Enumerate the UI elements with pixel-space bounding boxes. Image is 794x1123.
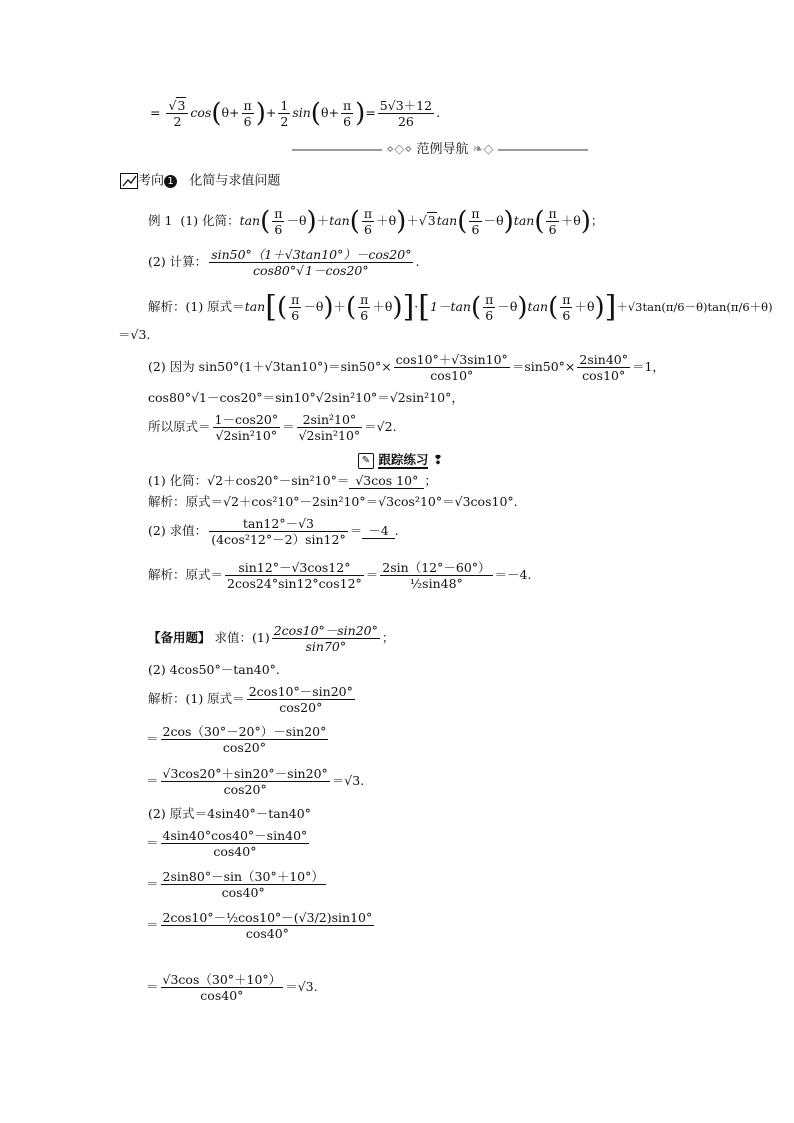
answer-blank: －4 xyxy=(362,523,394,539)
backup-t5: ＝ $\frac{√3\cos(30^\circ+10^\circ)}{\cos 40^\circ}$ ＝√3. xyxy=(146,972,318,1003)
top-equation: = $\frac{√3}{2}$ cos(θ+ $\frac{\pi}{6}$ )+ $\frac{1}{2}$ sin(θ+ $\frac{\pi}{6}$ )= $\frac{5√3+12}{26}$ . xyxy=(150,98,441,129)
practice-q2: (2) 求值： $\frac{\tan 12^\circ-√3}{\text{(4cos²12°－2）sin12°}}$ ＝ －4 . xyxy=(148,516,399,547)
backup-solution1: 解析：(1) 原式＝ $\frac{2\cos 10^\circ-\sin 20^\circ}{\cos 20^\circ}$ xyxy=(148,684,353,715)
solution1-line: 解析：(1) 原式＝tan[( $\frac{\pi}{6}$ －θ)＋( $\frac{\pi}{6}$ ＋θ)]·[1－tan( $\frac{\pi}{6}$ －θ)tan( $\frac{\pi}{6}$ ＋θ)]＋√3tan(π/6－θ)tan(π/6＋θ) xyxy=(148,289,773,325)
sqrt3-over-2: $\frac{√3}{2}$ xyxy=(166,98,188,129)
trend-icon xyxy=(120,173,138,189)
backup-t2: ＝ $\frac{4\sin 40^\circ\cos 40^\circ-\sin 40^\circ}{\cos 40^\circ}$ xyxy=(146,828,308,859)
example-nav-banner: ⋄◇⋄ 范例导航 ❧◇ xyxy=(292,141,588,158)
practice-a2: 解析：原式＝ $\frac{\sin 12^\circ-√3\cos 12^\circ}{2\cos 24^\circ\sin 12^\circ\cos 12^\circ}$ ＝ $\frac{2\sin(12^\circ-60^\circ)}{\text{½sin48°}}$ ＝－4. xyxy=(148,560,532,591)
practice-q1: (1) 化简：√2＋cos20°－sin²10°＝ √3cos 10° ； xyxy=(148,473,437,488)
backup-step2: ＝ $\frac{2\cos(30^\circ-20^\circ)-\sin 20^\circ}{\cos 20^\circ}$ xyxy=(146,724,327,755)
example1-part1: 例 1 (1) 化简：tan( $\frac{\pi}{6}$ －θ)＋tan( $\frac{\pi}{6}$ ＋θ)＋√3tan( $\frac{\pi}{6}$ －θ)tan( $\frac{\pi}{6}$ ＋θ)； xyxy=(148,206,604,237)
section-heading: 考向 1 化简与求值问题 xyxy=(120,173,280,189)
number-badge: 1 xyxy=(164,175,177,188)
solution2-line2: cos80°√1－cos20°＝sin10°√2sin²10°＝√2sin²10°， xyxy=(148,390,464,405)
backup-question2: (2) 4cos50°－tan40°. xyxy=(148,662,280,677)
exclaim-icon: ❢ xyxy=(432,452,444,467)
equals: = xyxy=(150,105,161,120)
result-fraction: $\frac{5√3+12}{26}$ xyxy=(379,98,433,129)
calc-fraction: $\frac{\sin 50^\circ(1+√3\tan 10^\circ)-\cos 20^\circ}{\cos 80^\circ√1-\cos 20^\circ}$ xyxy=(211,247,412,278)
practice-a1: 解析：原式＝√2＋cos²10°－2sin²10°＝√3cos²10°＝√3cos10°. xyxy=(148,494,518,509)
banner-label: 范例导航 xyxy=(416,142,469,157)
backup-step3: ＝ $\frac{√3\cos 20^\circ+\sin 20^\circ-\sin 20^\circ}{\cos 20^\circ}$ ＝√3. xyxy=(146,766,365,797)
backup-t3: ＝ $\frac{2\sin 80^\circ-\sin(30^\circ+10^\circ)}{\cos 40^\circ}$ xyxy=(146,869,324,900)
section-title: 化简与求值问题 xyxy=(189,173,281,189)
practice-banner: ✎ 跟踪练习 ❢ xyxy=(358,452,443,469)
backup-solution2: (2) 原式＝4sin40°－tan40° xyxy=(148,806,311,821)
solution2-line3: 所以原式＝ $\frac{1-\cos 20^\circ}{\text{√2sin²10°}}$ ＝ $\frac{\text{2sin²10°}}{\text{√2sin²10°}}$ ＝√2. xyxy=(148,412,397,443)
answer-blank: √3cos 10° xyxy=(349,473,424,489)
backup-question: 【备用题】 求值：(1) $\frac{2\cos 10^\circ-\sin 20^\circ}{\sin 70^\circ}$ ； xyxy=(148,623,395,654)
pencil-icon: ✎ xyxy=(358,453,374,469)
backup-t4: ＝ $\frac{\text{2cos10°－½cos10°－(√3/2)sin10°}}{\cos 40^\circ}$ xyxy=(146,910,373,941)
example1-part2: (2) 计算： $\frac{\sin 50^\circ(1+√3\tan 10^\circ)-\cos 20^\circ}{\cos 80^\circ√1-\cos 20^\circ}$ . xyxy=(148,247,420,278)
solution1-result: ＝√3. xyxy=(118,327,151,342)
solution2-line1: (2) 因为 sin50°(1＋√3tan10°)＝sin50°× $\frac{\cos 10^\circ+√3\sin 10^\circ}{\cos 10^\circ}$ ＝sin50°× $\frac{2\sin 40^\circ}{\cos 10^\circ}$ ＝1， xyxy=(148,352,665,383)
